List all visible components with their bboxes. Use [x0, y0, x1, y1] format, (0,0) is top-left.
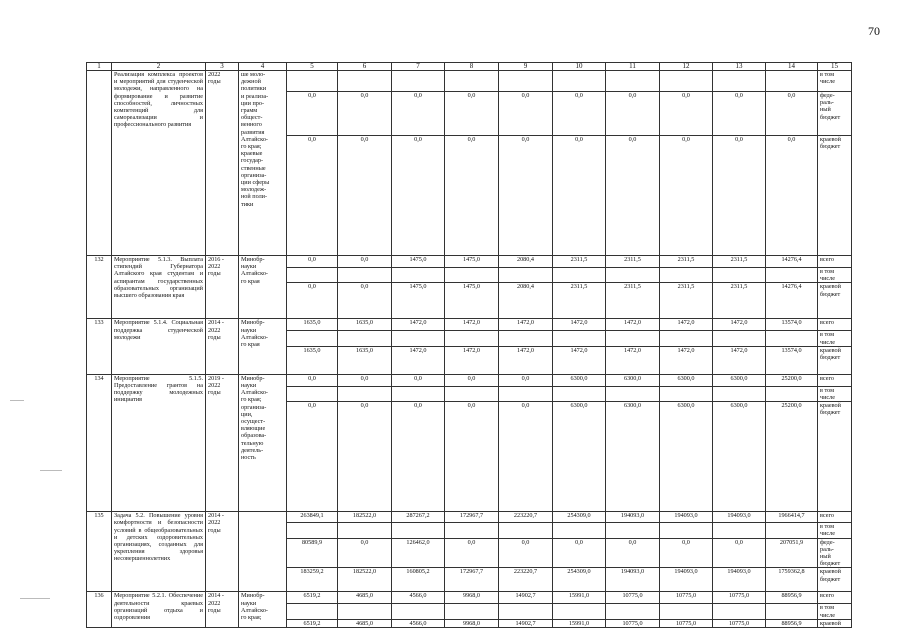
- amount-cell: 0,0: [553, 136, 606, 256]
- amount-cell: 0,0: [338, 538, 392, 568]
- amount-cell: 6519,2: [287, 592, 338, 604]
- activity-name: Мероприятие 5.2.1. Обеспечение деятельности краевых организаций отдыха и оздоровления: [112, 592, 206, 628]
- amount-cell: 0,0: [392, 374, 445, 386]
- funding-source: феде- раль- ный бюджет: [818, 92, 852, 136]
- amount-cell: [445, 268, 499, 283]
- amount-cell: [445, 604, 499, 619]
- amount-cell: [713, 386, 766, 401]
- amount-cell: [338, 386, 392, 401]
- amount-cell: 1472,0: [499, 346, 553, 374]
- amount-cell: 0,0: [713, 92, 766, 136]
- amount-cell: 25200,0: [766, 402, 818, 512]
- amount-cell: 0,0: [660, 538, 713, 568]
- amount-cell: [499, 268, 553, 283]
- funding-source: краевой бюджет: [818, 283, 852, 319]
- amount-cell: [338, 268, 392, 283]
- amount-cell: 183259,2: [287, 568, 338, 592]
- amount-cell: 9968,0: [445, 619, 499, 627]
- amount-cell: 0,0: [606, 538, 660, 568]
- amount-cell: 194093,0: [606, 512, 660, 523]
- funding-source: всего: [818, 512, 852, 523]
- amount-cell: 0,0: [445, 92, 499, 136]
- column-number: 14: [766, 63, 818, 71]
- amount-cell: 1472,0: [713, 319, 766, 331]
- amount-cell: [392, 71, 445, 92]
- amount-cell: [660, 268, 713, 283]
- amount-cell: [713, 268, 766, 283]
- amount-cell: 194093,0: [606, 568, 660, 592]
- amount-cell: [499, 331, 553, 346]
- amount-cell: 4685,0: [338, 619, 392, 627]
- amount-cell: 1472,0: [553, 319, 606, 331]
- amount-cell: 2311,5: [553, 283, 606, 319]
- table-row: [87, 374, 852, 386]
- amount-cell: 0,0: [338, 256, 392, 268]
- period: 2014 - 2022 годы: [206, 319, 239, 374]
- amount-cell: 2080,4: [499, 256, 553, 268]
- amount-cell: 1472,0: [606, 346, 660, 374]
- amount-cell: 0,0: [553, 92, 606, 136]
- column-number: 8: [445, 63, 499, 71]
- amount-cell: 194093,0: [660, 512, 713, 523]
- amount-cell: 2311,5: [606, 283, 660, 319]
- executor: Минобр- науки Алтайско- го края: [239, 256, 287, 319]
- amount-cell: 14902,7: [499, 619, 553, 627]
- amount-cell: 0,0: [392, 92, 445, 136]
- amount-cell: 0,0: [392, 136, 445, 256]
- amount-cell: 0,0: [445, 402, 499, 512]
- executor: ше моло- дежной политики и реализа- ции про- грамм общест- венного развития Алтайско- го края; краевые государ- ственные организа- ции сферы молодеж- ной поли- тики: [239, 71, 287, 256]
- amount-cell: 14276,4: [766, 283, 818, 319]
- amount-cell: 172967,7: [445, 568, 499, 592]
- amount-cell: 1635,0: [338, 346, 392, 374]
- amount-cell: [392, 268, 445, 283]
- amount-cell: 0,0: [287, 256, 338, 268]
- amount-cell: 15991,0: [553, 619, 606, 627]
- amount-cell: 10775,0: [660, 592, 713, 604]
- amount-cell: 2311,5: [660, 283, 713, 319]
- header-row: [87, 63, 852, 71]
- amount-cell: 4566,0: [392, 619, 445, 627]
- activity-name: Задача 5.2. Повышение уровня комфортности и безопасности условий в общеобразовательных и детских оздоровительных организациях, созданных для укрепления здоровья несовершеннолетних: [112, 512, 206, 592]
- amount-cell: [660, 386, 713, 401]
- amount-cell: 0,0: [499, 136, 553, 256]
- funding-source: краевой бюджет: [818, 402, 852, 512]
- table-row: [87, 256, 852, 268]
- scan-mark: [40, 470, 62, 471]
- row-number: 136: [87, 592, 112, 628]
- amount-cell: 287267,2: [392, 512, 445, 523]
- column-number: 6: [338, 63, 392, 71]
- amount-cell: [338, 71, 392, 92]
- amount-cell: 9968,0: [445, 592, 499, 604]
- table-body: [87, 63, 852, 628]
- column-number: 12: [660, 63, 713, 71]
- column-number: 5: [287, 63, 338, 71]
- amount-cell: 10775,0: [606, 619, 660, 627]
- column-number: 11: [606, 63, 660, 71]
- amount-cell: 10775,0: [713, 592, 766, 604]
- amount-cell: [287, 268, 338, 283]
- amount-cell: [499, 386, 553, 401]
- amount-cell: [713, 604, 766, 619]
- amount-cell: [392, 386, 445, 401]
- amount-cell: 0,0: [499, 538, 553, 568]
- amount-cell: 6519,2: [287, 619, 338, 627]
- amount-cell: 0,0: [338, 283, 392, 319]
- funding-source: всего: [818, 319, 852, 331]
- amount-cell: 0,0: [338, 402, 392, 512]
- amount-cell: [660, 71, 713, 92]
- amount-cell: 1966414,7: [766, 512, 818, 523]
- amount-cell: [445, 331, 499, 346]
- amount-cell: 1475,0: [392, 283, 445, 319]
- amount-cell: 4685,0: [338, 592, 392, 604]
- amount-cell: [445, 386, 499, 401]
- funding-source: краевой: [818, 619, 852, 627]
- amount-cell: [553, 331, 606, 346]
- funding-source: всего: [818, 256, 852, 268]
- funding-source: в том числе: [818, 268, 852, 283]
- amount-cell: [660, 604, 713, 619]
- amount-cell: [606, 523, 660, 538]
- table-row: [87, 512, 852, 523]
- amount-cell: 194093,0: [713, 512, 766, 523]
- period: 2014 - 2022 годы: [206, 592, 239, 628]
- funding-source: феде- раль- ный бюджет: [818, 538, 852, 568]
- funding-source: краевой бюджет: [818, 568, 852, 592]
- amount-cell: 0,0: [287, 374, 338, 386]
- amount-cell: 13574,0: [766, 346, 818, 374]
- amount-cell: 0,0: [606, 136, 660, 256]
- column-number: 13: [713, 63, 766, 71]
- amount-cell: 1635,0: [338, 319, 392, 331]
- row-number: [87, 71, 112, 256]
- column-number: 10: [553, 63, 606, 71]
- amount-cell: [713, 523, 766, 538]
- amount-cell: 6300,0: [553, 402, 606, 512]
- amount-cell: 182522,0: [338, 512, 392, 523]
- amount-cell: [392, 604, 445, 619]
- funding-source: краевой бюджет: [818, 136, 852, 256]
- column-number: 9: [499, 63, 553, 71]
- page-number: 70: [868, 24, 880, 38]
- amount-cell: 0,0: [499, 374, 553, 386]
- amount-cell: 160805,2: [392, 568, 445, 592]
- amount-cell: 0,0: [660, 92, 713, 136]
- amount-cell: 6300,0: [553, 374, 606, 386]
- amount-cell: 223220,7: [499, 512, 553, 523]
- funding-source: всего: [818, 592, 852, 604]
- table-row: [87, 319, 852, 331]
- amount-cell: 6300,0: [606, 374, 660, 386]
- activity-name: Мероприятие 5.1.3. Выплата стипендий Губернатора Алтайского края студентам и аспирантам государственных образовательных организаций высшего образования края: [112, 256, 206, 319]
- amount-cell: 172967,7: [445, 512, 499, 523]
- amount-cell: [766, 268, 818, 283]
- amount-cell: 13574,0: [766, 319, 818, 331]
- amount-cell: 6300,0: [606, 402, 660, 512]
- amount-cell: 2311,5: [606, 256, 660, 268]
- amount-cell: 0,0: [338, 374, 392, 386]
- funding-source: краевой бюджет: [818, 346, 852, 374]
- amount-cell: 1635,0: [287, 346, 338, 374]
- amount-cell: 6300,0: [660, 374, 713, 386]
- amount-cell: [766, 386, 818, 401]
- amount-cell: 1759362,8: [766, 568, 818, 592]
- amount-cell: 6300,0: [713, 374, 766, 386]
- executor: Минобр- науки Алтайско- го края;: [239, 592, 287, 628]
- amount-cell: 10775,0: [713, 619, 766, 627]
- amount-cell: 2311,5: [713, 283, 766, 319]
- amount-cell: 14902,7: [499, 592, 553, 604]
- amount-cell: 6300,0: [713, 402, 766, 512]
- amount-cell: 1475,0: [392, 256, 445, 268]
- amount-cell: [766, 604, 818, 619]
- amount-cell: [660, 523, 713, 538]
- scan-mark: [20, 598, 50, 599]
- amount-cell: [553, 71, 606, 92]
- amount-cell: 182522,0: [338, 568, 392, 592]
- amount-cell: 0,0: [287, 136, 338, 256]
- amount-cell: 1472,0: [392, 319, 445, 331]
- amount-cell: [606, 268, 660, 283]
- amount-cell: [445, 523, 499, 538]
- amount-cell: [553, 604, 606, 619]
- amount-cell: [606, 604, 660, 619]
- amount-cell: 0,0: [445, 136, 499, 256]
- amount-cell: 1472,0: [553, 346, 606, 374]
- amount-cell: [553, 386, 606, 401]
- amount-cell: 1472,0: [445, 346, 499, 374]
- amount-cell: 2311,5: [553, 256, 606, 268]
- amount-cell: [553, 268, 606, 283]
- amount-cell: 254309,0: [553, 568, 606, 592]
- table-row: [87, 71, 852, 92]
- amount-cell: 0,0: [660, 136, 713, 256]
- amount-cell: 126462,0: [392, 538, 445, 568]
- amount-cell: 2080,4: [499, 283, 553, 319]
- amount-cell: [606, 386, 660, 401]
- amount-cell: [713, 331, 766, 346]
- amount-cell: [392, 331, 445, 346]
- amount-cell: 0,0: [499, 402, 553, 512]
- amount-cell: 263849,1: [287, 512, 338, 523]
- funding-source: в том числе: [818, 523, 852, 538]
- amount-cell: 1475,0: [445, 256, 499, 268]
- amount-cell: 254309,0: [553, 512, 606, 523]
- amount-cell: 88956,9: [766, 619, 818, 627]
- funding-source: в том числе: [818, 386, 852, 401]
- amount-cell: 0,0: [338, 136, 392, 256]
- amount-cell: 1472,0: [606, 319, 660, 331]
- amount-cell: [606, 331, 660, 346]
- amount-cell: 0,0: [553, 538, 606, 568]
- column-number: 15: [818, 63, 852, 71]
- column-number: 2: [112, 63, 206, 71]
- amount-cell: 194093,0: [660, 568, 713, 592]
- row-number: 132: [87, 256, 112, 319]
- amount-cell: 1472,0: [445, 319, 499, 331]
- amount-cell: 0,0: [338, 92, 392, 136]
- amount-cell: [606, 71, 660, 92]
- amount-cell: [660, 331, 713, 346]
- amount-cell: 2311,5: [713, 256, 766, 268]
- amount-cell: [499, 71, 553, 92]
- amount-cell: [392, 523, 445, 538]
- amount-cell: 15991,0: [553, 592, 606, 604]
- amount-cell: [766, 523, 818, 538]
- amount-cell: [499, 604, 553, 619]
- amount-cell: [338, 523, 392, 538]
- amount-cell: 0,0: [713, 538, 766, 568]
- amount-cell: 0,0: [392, 402, 445, 512]
- row-number: 133: [87, 319, 112, 374]
- amount-cell: [287, 604, 338, 619]
- amount-cell: 0,0: [766, 92, 818, 136]
- amount-cell: 1635,0: [287, 319, 338, 331]
- amount-cell: 1472,0: [713, 346, 766, 374]
- period: 2019 - 2022 годы: [206, 374, 239, 511]
- amount-cell: 0,0: [606, 92, 660, 136]
- amount-cell: 1472,0: [660, 319, 713, 331]
- amount-cell: [713, 71, 766, 92]
- amount-cell: 4566,0: [392, 592, 445, 604]
- amount-cell: 0,0: [287, 283, 338, 319]
- amount-cell: 223220,7: [499, 568, 553, 592]
- amount-cell: 6300,0: [660, 402, 713, 512]
- amount-cell: [287, 71, 338, 92]
- table-row: [87, 592, 852, 604]
- amount-cell: [338, 331, 392, 346]
- funding-source: в том числе: [818, 604, 852, 619]
- funding-source: в том числе: [818, 71, 852, 92]
- column-number: 1: [87, 63, 112, 71]
- amount-cell: [287, 331, 338, 346]
- amount-cell: [553, 523, 606, 538]
- amount-cell: 0,0: [713, 136, 766, 256]
- period: 2022 годы: [206, 71, 239, 256]
- funding-source: всего: [818, 374, 852, 386]
- amount-cell: 2311,5: [660, 256, 713, 268]
- amount-cell: 0,0: [287, 92, 338, 136]
- amount-cell: 10775,0: [606, 592, 660, 604]
- amount-cell: 14276,4: [766, 256, 818, 268]
- activity-name: Реализация комплекса проектов и мероприятий для студенческой молодежи, направленного на формирование и развитие способностей, личностных компетенций для самореализации и профессионального развития: [112, 71, 206, 256]
- amount-cell: 0,0: [445, 374, 499, 386]
- amount-cell: 194093,0: [713, 568, 766, 592]
- amount-cell: [766, 71, 818, 92]
- amount-cell: [338, 604, 392, 619]
- amount-cell: 25200,0: [766, 374, 818, 386]
- amount-cell: 1472,0: [499, 319, 553, 331]
- amount-cell: 0,0: [287, 402, 338, 512]
- scan-mark: [10, 400, 24, 401]
- amount-cell: [499, 523, 553, 538]
- amount-cell: 0,0: [445, 538, 499, 568]
- amount-cell: 88956,9: [766, 592, 818, 604]
- amount-cell: 207051,9: [766, 538, 818, 568]
- amount-cell: [287, 386, 338, 401]
- amount-cell: 1475,0: [445, 283, 499, 319]
- amount-cell: 0,0: [499, 92, 553, 136]
- amount-cell: 10775,0: [660, 619, 713, 627]
- period: 2014 - 2022 годы: [206, 512, 239, 592]
- column-number: 7: [392, 63, 445, 71]
- executor: Минобр- науки Алтайско- го края; организа- ции, осущест- вляющие образова- тельную деятель- ность: [239, 374, 287, 511]
- row-number: 135: [87, 512, 112, 592]
- executor: Минобр- науки Алтайско- го края: [239, 319, 287, 374]
- amount-cell: 1472,0: [660, 346, 713, 374]
- program-table: [86, 62, 852, 628]
- column-number: 3: [206, 63, 239, 71]
- amount-cell: 0,0: [766, 136, 818, 256]
- period: 2016 - 2022 годы: [206, 256, 239, 319]
- executor: [239, 512, 287, 592]
- amount-cell: 1472,0: [392, 346, 445, 374]
- column-number: 4: [239, 63, 287, 71]
- amount-cell: [445, 71, 499, 92]
- amount-cell: [766, 331, 818, 346]
- amount-cell: [287, 523, 338, 538]
- funding-source: в том числе: [818, 331, 852, 346]
- row-number: 134: [87, 374, 112, 511]
- activity-name: Мероприятие 5.1.4. Социальная поддержка студенческой молодежи: [112, 319, 206, 374]
- activity-name: Мероприятие 5.1.5. Предоставление грантов на поддержку молодежных инициатив: [112, 374, 206, 511]
- amount-cell: 80589,9: [287, 538, 338, 568]
